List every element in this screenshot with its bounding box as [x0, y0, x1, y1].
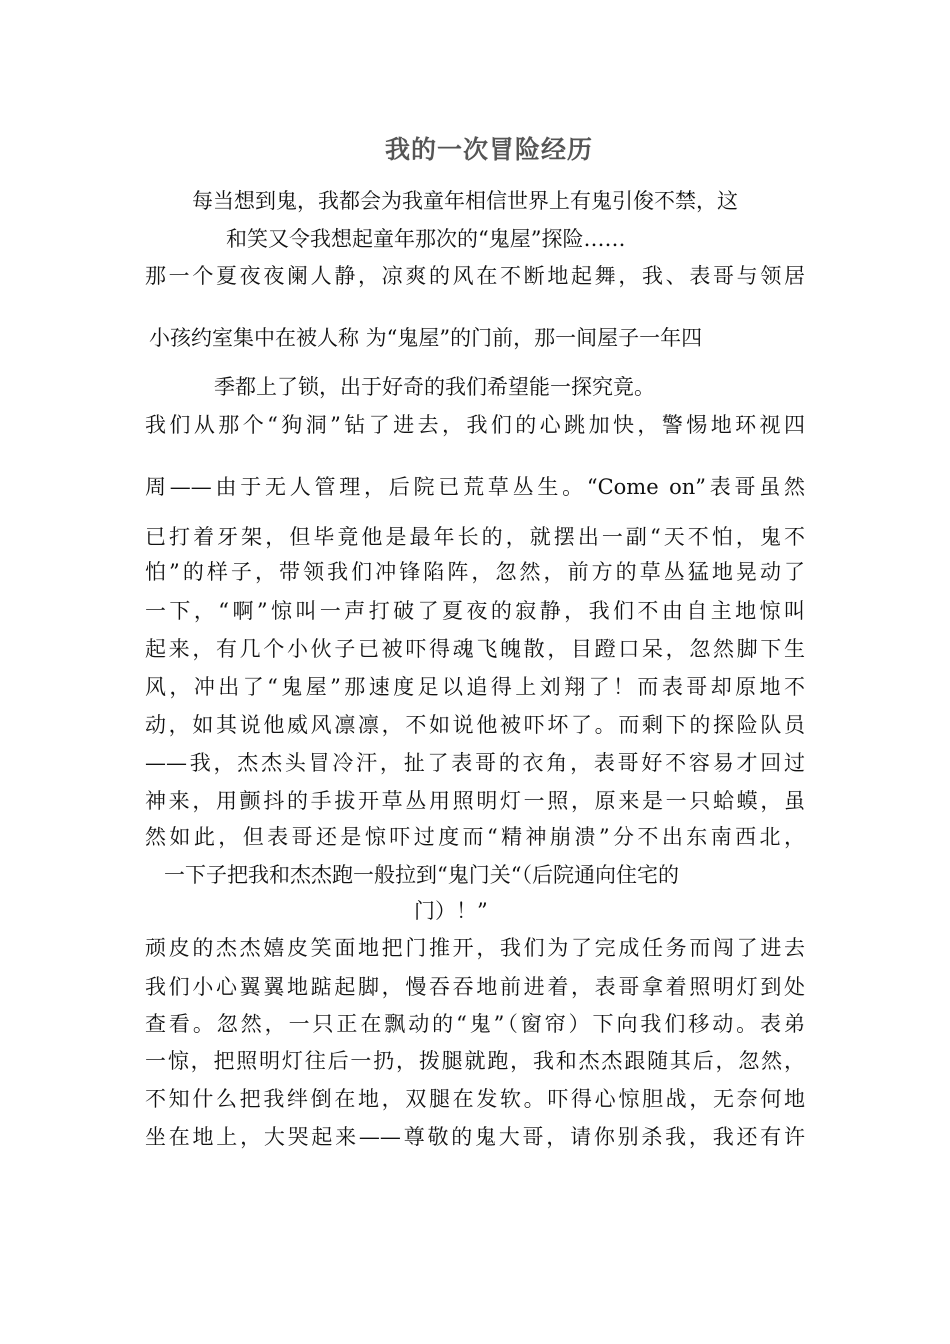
paragraph-line: 神来，用颤抖的手拔开草丛用照明灯一照，原来是一只蛤蟆，虽	[145, 789, 805, 813]
paragraph-line: 每当想到鬼，我都会为我童年相信世界上有鬼引俊不禁，这	[192, 189, 738, 213]
paragraph-line: 查看。忽然，一只正在飘动的“鬼”（窗帘）下向我们移动。表弟	[145, 1012, 805, 1036]
paragraph-line: 一下，“啊”惊叫一声打破了夏夜的寂静，我们不由自主地惊叫	[145, 599, 805, 623]
paragraph-line: 一惊，把照明灯往后一扔，拨腿就跑，我和杰杰跟随其后，忽然，	[145, 1049, 805, 1073]
paragraph-line: 起来，有几个小伙子已被吓得魂飞魄散，目蹬口呆，忽然脚下生	[145, 637, 805, 661]
paragraph-line: 我们小心翼翼地踮起脚，慢吞吞地前进着，表哥拿着照明灯到处	[145, 975, 805, 999]
paragraph-line: 已打着牙架，但毕竟他是最年长的，就摆出一副“天不怕，鬼不	[145, 525, 805, 549]
paragraph-line: 季都上了锁，出于好奇的我们希望能一探究竟。	[214, 375, 655, 399]
paragraph-line: 小孩约室集中在被人称 为“鬼屋”的门前，那一间屋子一年四	[149, 326, 703, 350]
paragraph-line: 一下子把我和杰杰跑一般拉到“鬼门关“（后院通向住宅的	[164, 863, 679, 887]
paragraph-line: 那一个夏夜夜阑人静，凉爽的风在不断地起舞，我、表哥与领居	[145, 264, 805, 288]
paragraph-line: 不知什么把我绊倒在地，双腿在发软。吓得心惊胆战，无奈何地	[145, 1087, 805, 1111]
paragraph-line: 门）！”	[414, 899, 488, 923]
paragraph-line: 我们从那个“狗洞”钻了进去，我们的心跳加快，警惕地环视四	[145, 413, 805, 437]
paragraph-line: 顽皮的杰杰嬉皮笑面地把门推开，我们为了完成任务而闯了进去	[145, 936, 805, 960]
paragraph-line: 坐在地上，大哭起来——尊敬的鬼大哥，请你别杀我，我还有许	[145, 1125, 805, 1149]
paragraph-line: 动，如其说他威风凛凛，不如说他被吓坏了。而剩下的探险队员	[145, 713, 805, 737]
paragraph-line: 和笑又令我想起童年那次的“鬼屋”探险……	[226, 227, 626, 251]
paragraph-line: 风，冲出了“鬼屋”那速度足以追得上刘翔了！而表哥却原地不	[145, 675, 805, 699]
paragraph-line: ——我，杰杰头冒冷汗，扯了表哥的衣角，表哥好不容易才回过	[145, 751, 805, 775]
paragraph-line: 周——由于无人管理，后院已荒草丛生。“Come on”表哥虽然	[145, 475, 805, 499]
paragraph-line: 怕”的样子，带领我们冲锋陷阵，忽然，前方的草丛猛地晃动了	[145, 560, 805, 584]
document-title: 我的一次冒险经历	[385, 135, 594, 164]
paragraph-line: 然如此，但表哥还是惊吓过度而“精神崩溃”分不出东南西北，	[145, 825, 805, 849]
